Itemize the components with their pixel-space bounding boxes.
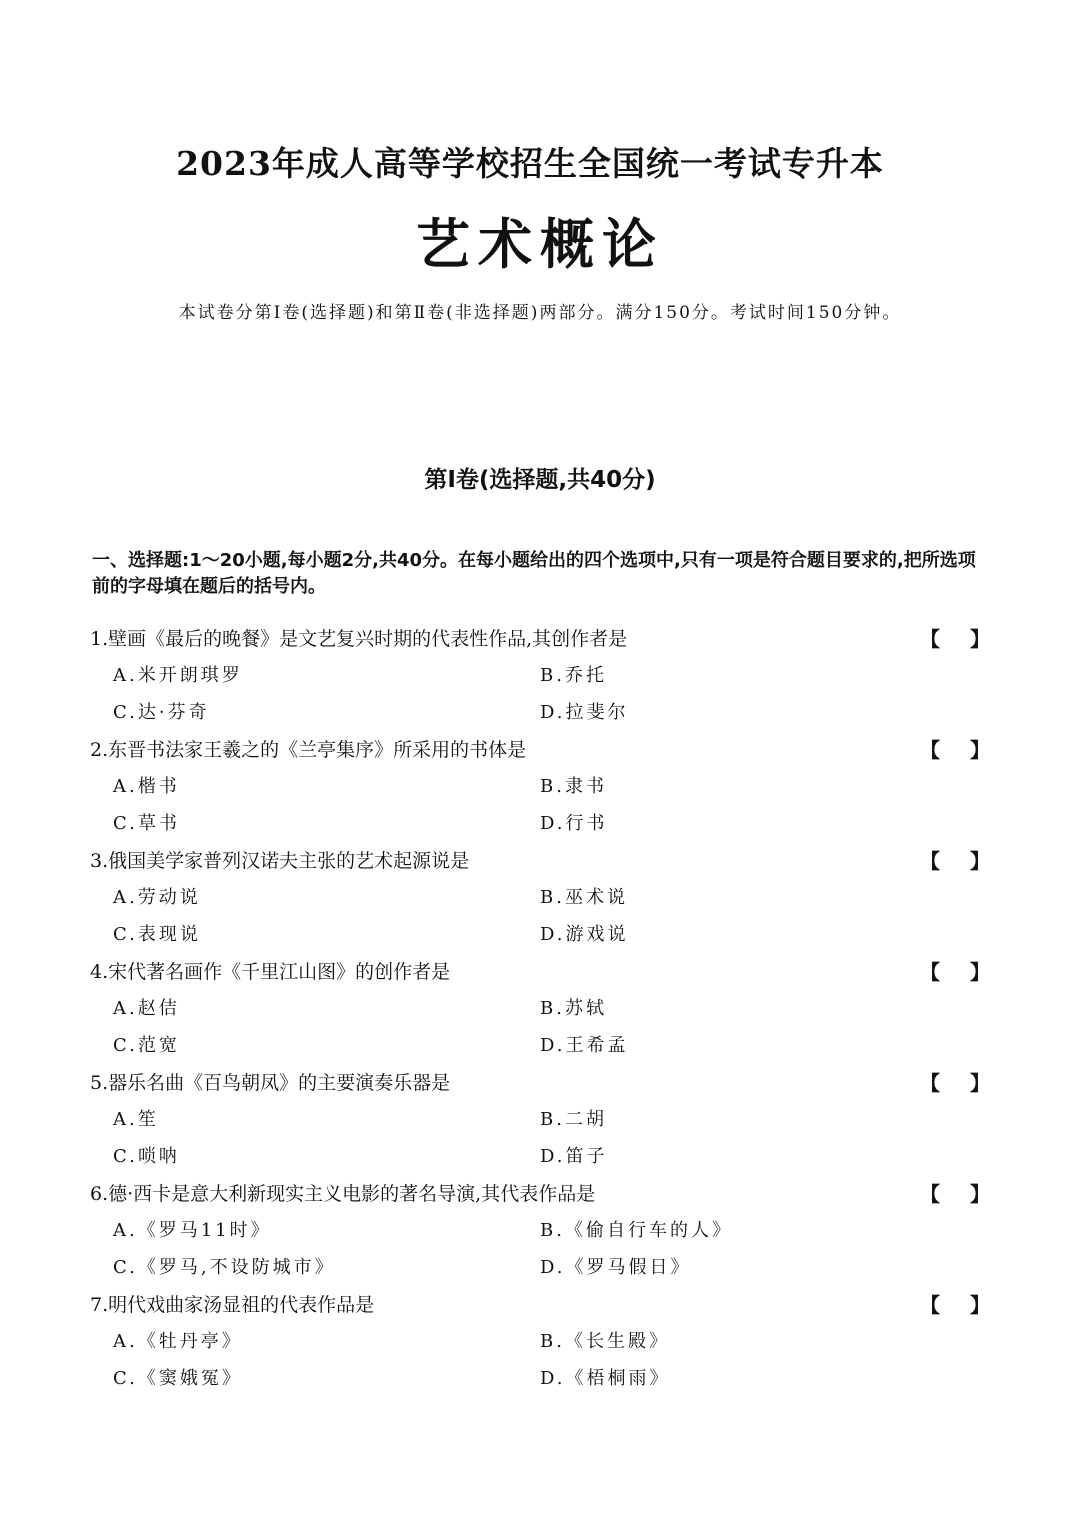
answer-option: C.达·芬奇 [113, 702, 210, 723]
section-title: 第Ⅰ卷(选择题,共40分) [424, 467, 656, 493]
question-stem: 7.明代戏曲家汤显祖的代表作品是 [90, 1294, 375, 1316]
bracket-close: 】 [970, 960, 990, 984]
exam-title: 2023年成人高等学校招生全国统一考试专升本 [176, 144, 884, 183]
question-stem: 2.东晋书法家王羲之的《兰亭集序》所采用的书体是 [90, 739, 527, 761]
answer-bracket[interactable] [920, 1177, 990, 1211]
answer-option: C.草书 [113, 813, 180, 834]
bracket-open: 【 [920, 627, 940, 651]
answer-option: A.劳动说 [113, 887, 201, 908]
bracket-open: 【 [920, 849, 940, 873]
question-stem: 4.宋代著名画作《千里江山图》的创作者是 [90, 961, 451, 983]
answer-option: D.《罗马假日》 [540, 1257, 692, 1278]
answer-option: C.《罗马,不设防城市》 [113, 1257, 336, 1278]
answer-option: C.唢呐 [113, 1146, 180, 1167]
bracket-close: 】 [970, 738, 990, 762]
bracket-open: 【 [920, 1293, 940, 1317]
answer-option: B.《长生殿》 [540, 1331, 670, 1352]
bracket-open: 【 [920, 1182, 940, 1206]
exam-note: 本试卷分第Ⅰ卷(选择题)和第Ⅱ卷(非选择题)两部分。满分150分。考试时间150分钟。 [178, 303, 902, 323]
bracket-open: 【 [920, 960, 940, 984]
bracket-open: 【 [920, 1071, 940, 1095]
answer-option: B.乔托 [540, 665, 607, 686]
answer-bracket[interactable] [920, 1066, 990, 1100]
answer-option: A.楷书 [113, 776, 180, 797]
subject-title: 艺术概论 [416, 213, 664, 276]
answer-bracket[interactable] [920, 733, 990, 767]
answer-option: B.巫术说 [540, 887, 628, 908]
bracket-open: 【 [920, 738, 940, 762]
answer-option: C.范宽 [113, 1035, 180, 1056]
answer-option: D.拉斐尔 [540, 702, 629, 723]
bracket-close: 】 [970, 849, 990, 873]
bracket-close: 】 [970, 1182, 990, 1206]
answer-option: D.王希孟 [540, 1035, 629, 1056]
answer-option: B.《偷自行车的人》 [540, 1220, 733, 1241]
answer-option: B.二胡 [540, 1109, 607, 1130]
answer-option: A.笙 [113, 1109, 159, 1130]
answer-bracket[interactable] [920, 955, 990, 989]
answer-option: C.表现说 [113, 924, 201, 945]
answer-option: D.《梧桐雨》 [540, 1368, 671, 1389]
answer-option: B.隶书 [540, 776, 607, 797]
answer-option: A.《罗马11时》 [113, 1220, 272, 1241]
answer-option: D.游戏说 [540, 924, 629, 945]
question-stem: 5.器乐名曲《百鸟朝凤》的主要演奏乐器是 [90, 1072, 451, 1094]
answer-option: D.行书 [540, 813, 608, 834]
answer-option: A.米开朗琪罗 [113, 665, 243, 686]
answer-bracket[interactable] [920, 622, 990, 656]
bracket-close: 】 [970, 1293, 990, 1317]
answer-bracket[interactable] [920, 1288, 990, 1322]
answer-option: C.《窦娥冤》 [113, 1368, 243, 1389]
answer-bracket[interactable] [920, 844, 990, 878]
question-stem: 1.壁画《最后的晚餐》是文艺复兴时期的代表性作品,其创作者是 [90, 628, 628, 650]
question-stem: 3.俄国美学家普列汉诺夫主张的艺术起源说是 [90, 850, 470, 872]
answer-option: A.赵佶 [113, 998, 180, 1019]
section-instructions: 一、选择题:1～20小题,每小题2分,共40分。在每小题给出的四个选项中,只有一项是符合题目要求的,把所选项前的字母填在题后的括号内。 [92, 550, 976, 597]
question-stem: 6.德·西卡是意大利新现实主义电影的著名导演,其代表作品是 [90, 1183, 596, 1205]
answer-option: D.笛子 [540, 1146, 608, 1167]
answer-option: A.《牡丹亭》 [113, 1331, 243, 1352]
bracket-close: 】 [970, 627, 990, 651]
bracket-close: 】 [970, 1071, 990, 1095]
answer-option: B.苏轼 [540, 998, 607, 1019]
